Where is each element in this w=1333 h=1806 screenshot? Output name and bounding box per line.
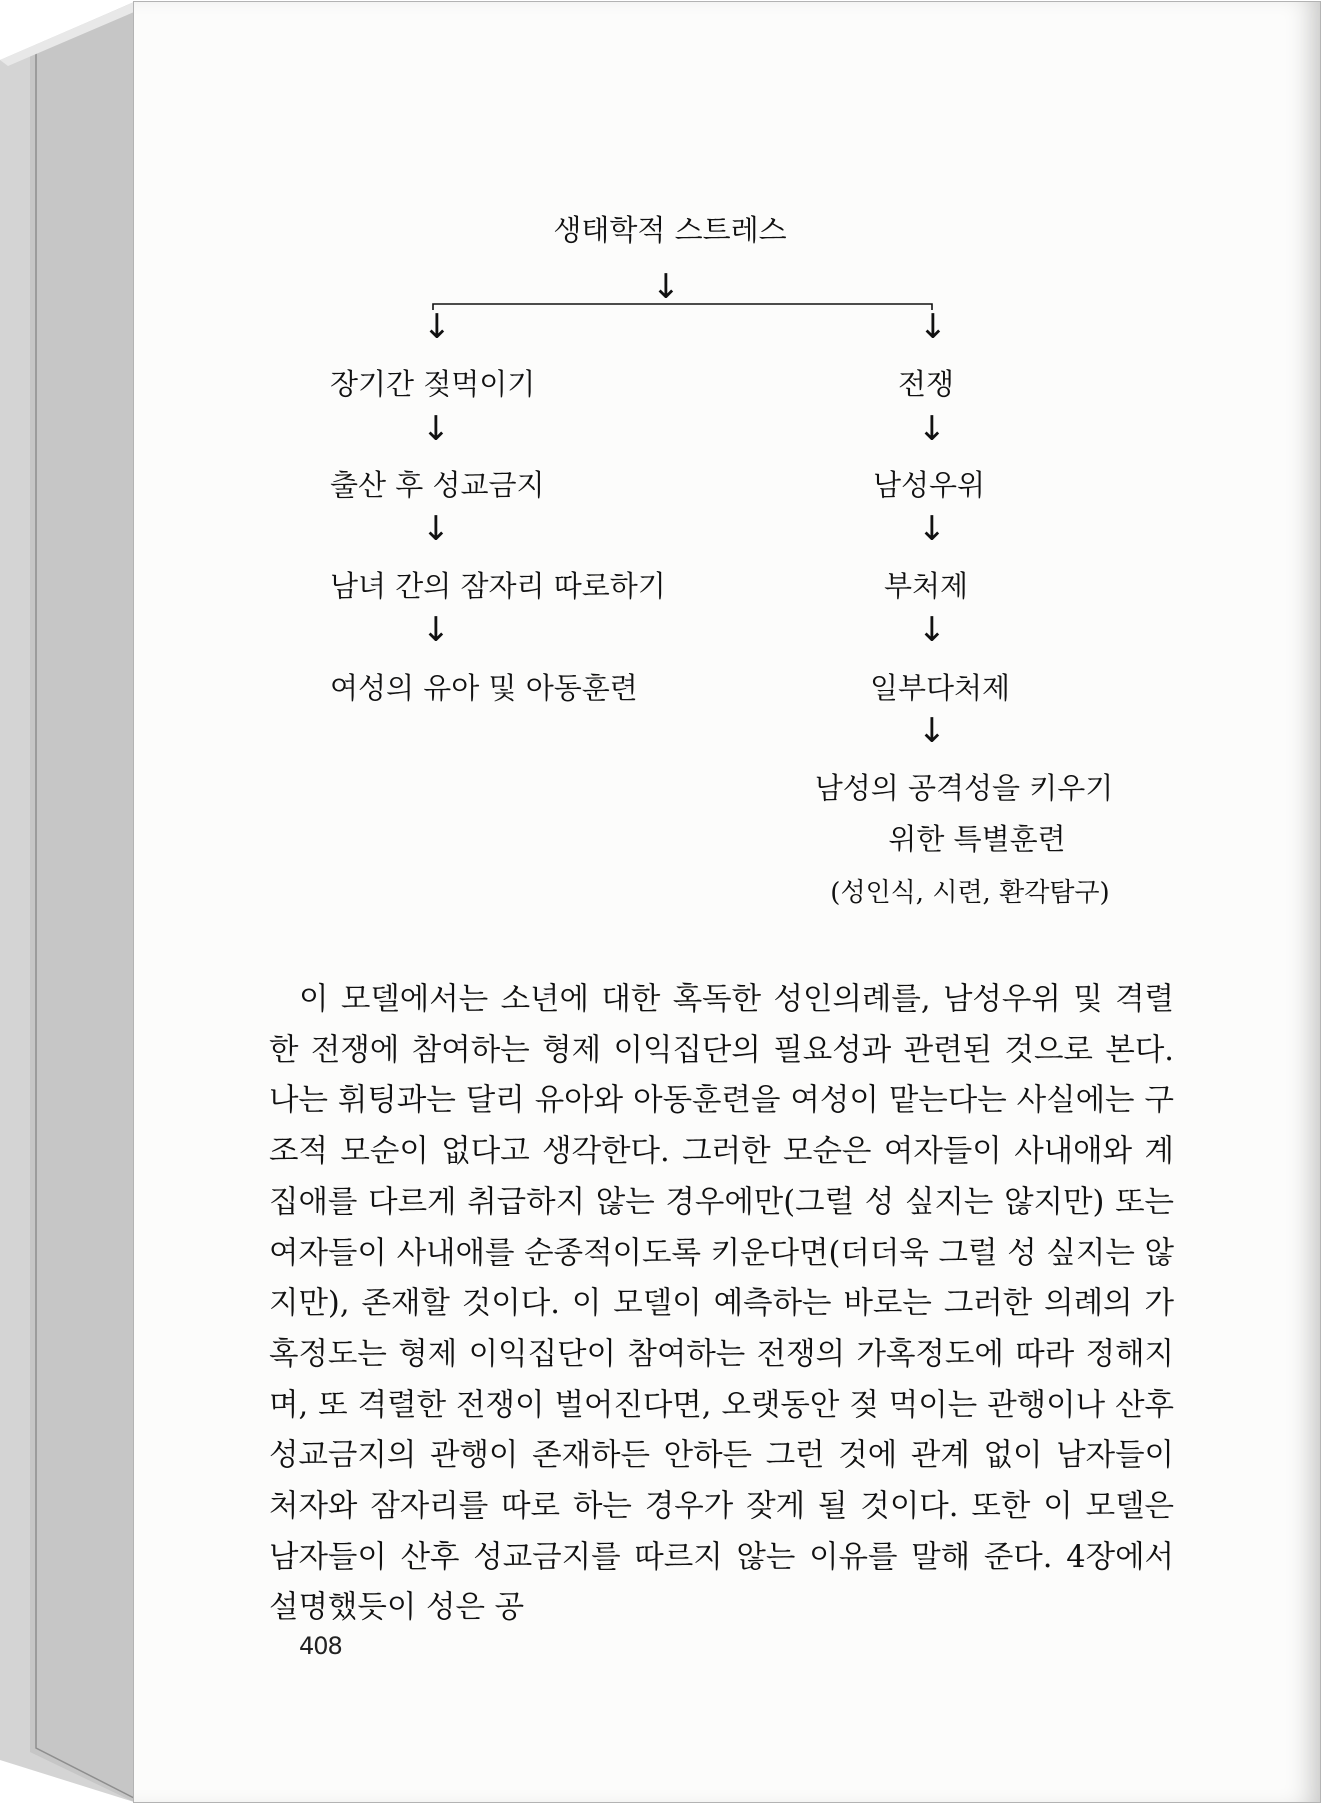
down-arrow-icon: ↓ xyxy=(918,307,948,347)
right-final-line-1: 남성의 공격성을 키우기 xyxy=(814,771,1114,805)
left-node-2: 출산 후 성교금지 xyxy=(330,468,545,502)
right-node-1: 전쟁 xyxy=(897,367,955,401)
down-arrow-icon: ↓ xyxy=(421,509,451,549)
down-arrow-icon: ↓ xyxy=(421,610,451,650)
right-node-2: 남성우위 xyxy=(872,468,986,502)
down-arrow-icon: ↓ xyxy=(917,610,947,650)
right-final-line-3: (성인식, 시련, 환각탐구) xyxy=(830,878,1110,908)
down-arrow-icon: ↓ xyxy=(422,307,452,347)
left-node-1: 장기간 젖먹이기 xyxy=(330,367,536,401)
body-text: 이 모델에서는 소년에 대한 혹독한 성인의례를, 남성우위 및 격렬한 전쟁에 참여하는 형제 이익집단의 필요성과 관련된 것으로 본다. 나는 휘팅과는 달리 유아와 아동훈련을 여성이 맡는다는 사실에는 구조적 모순이 없다고 생각한다. 그러한 모순은 여자들이 사내애와 계집애를 다르게 취급하지 않는 경우에만(그럴 성 싶지는 않지만) 또는 여자들이 사내애를 순종적이도록 키운다면(더더욱 그럴 성 싶지는 않지만), 존재할 것이다. 이 모델이 예측하는 바로는 그러한 의례의 가혹정도는 형제 이익집단이 참여하는 전쟁의 가혹정도에 따라 정해지며, 또 격렬한 전쟁이 벌어진다면, 오랫동안 젖 먹이는 관행이나 산후 성교금지의 관행이 존재하든 안하든 그런 것에 관계 없이 남자들이 처자와 잠자리를 따로 하는 경우가 잦게 될 것이다. 또한 이 모델은 남자들이 산후 성교금지를 따르지 않는 이유를 말해 준다. 4장에서 설명했듯이 성은 공 xyxy=(269,982,1174,1626)
down-arrow-icon: ↓ xyxy=(917,509,947,549)
right-node-3: 부처제 xyxy=(883,569,969,603)
page-number: 408 xyxy=(299,1632,342,1660)
right-node-4: 일부다처제 xyxy=(869,671,1011,705)
body-paragraph xyxy=(269,975,1174,1634)
down-arrow-icon: ↓ xyxy=(421,409,451,449)
down-arrow-icon: ↓ xyxy=(917,409,947,449)
right-final-line-2: 위한 특별훈련 xyxy=(888,822,1066,856)
left-node-3: 남녀 간의 잠자리 따로하기 xyxy=(330,569,666,603)
down-arrow-icon: ↓ xyxy=(651,267,681,307)
diagram-root: 생태학적 스트레스 xyxy=(553,213,787,247)
down-arrow-icon: ↓ xyxy=(917,711,947,751)
left-node-4: 여성의 유아 및 아동훈련 xyxy=(330,671,638,705)
